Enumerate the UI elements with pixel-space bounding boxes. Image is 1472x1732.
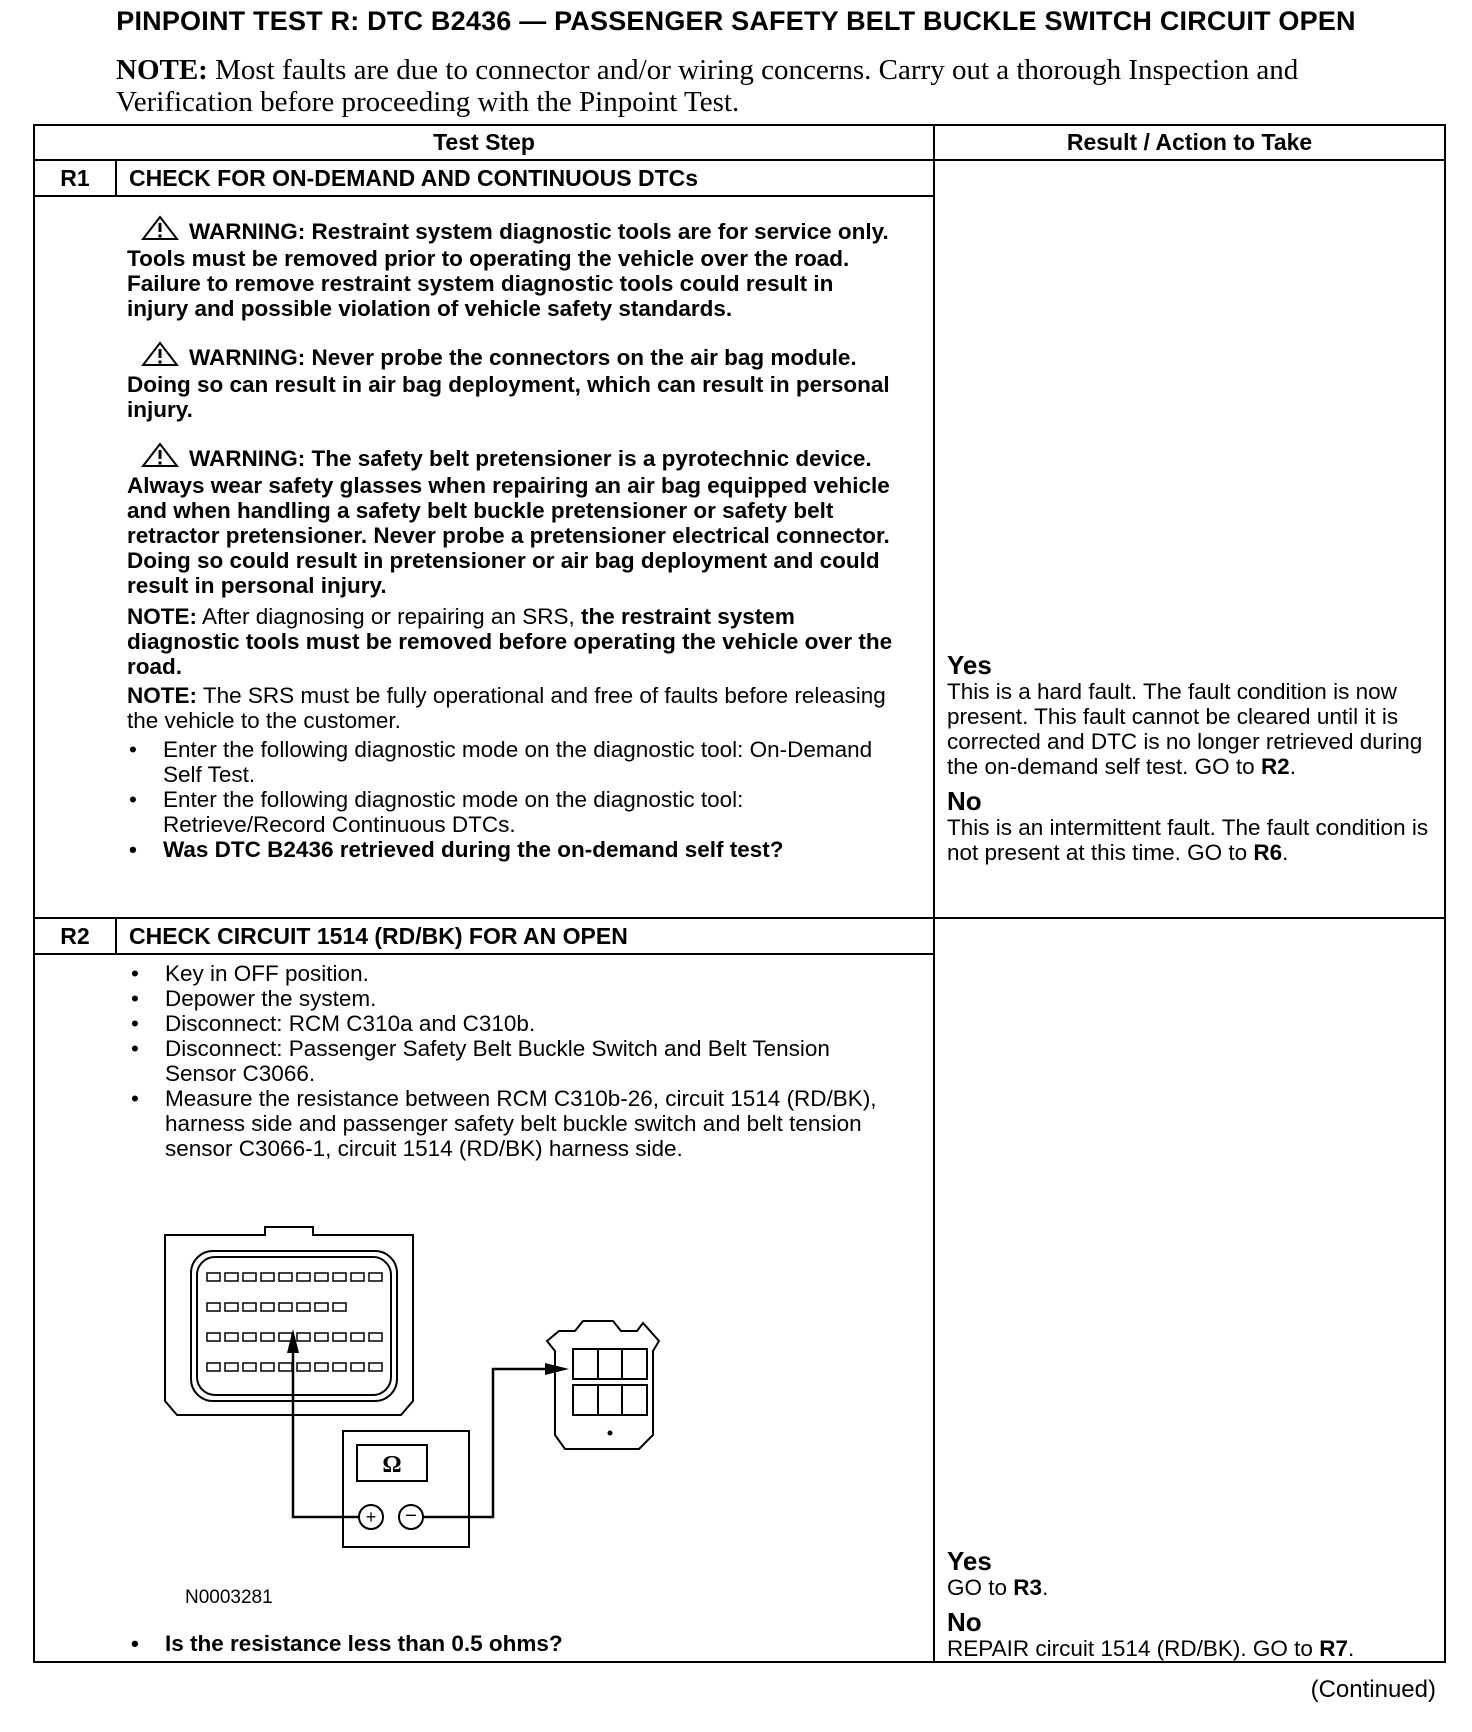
list-item: • Enter the following diagnostic mode on the diagnostic tool: Retrieve/Record Continuous DTCs. bbox=[127, 787, 897, 837]
connector-pin bbox=[351, 1273, 364, 1281]
step-id: R2 bbox=[34, 918, 116, 954]
warning-triangle-icon bbox=[141, 442, 179, 473]
note-label: NOTE: bbox=[116, 54, 208, 86]
intro-note bbox=[116, 54, 1366, 118]
connector-pin bbox=[243, 1363, 256, 1371]
result-block bbox=[947, 651, 1436, 865]
note-bold-text: the restraint system diagnostic tools must be removed before operating the vehicle over the road. bbox=[127, 604, 893, 679]
warning-text: WARNING: The safety belt pretensioner is a pyrotechnic device. Always wear safety glasses when repairing an air bag equipped vehicle and when handling a safety belt buckle pretensioner or safety belt retractor pretensioner. Never probe a pretensioner electrical connector. Doing so could result in pretensioner or air bag deployment and could result in personal injury. bbox=[127, 446, 890, 598]
table-header-row bbox=[34, 125, 1445, 160]
connector-pin bbox=[333, 1333, 346, 1341]
page-title: PINPOINT TEST R: DTC B2436 — PASSENGER SAFETY BELT BUCKLE SWITCH CIRCUIT OPEN bbox=[116, 6, 1356, 36]
list-item: • Depower the system. bbox=[129, 986, 897, 1011]
note-text: After diagnosing or repairing an SRS, bbox=[197, 604, 581, 629]
yes-label: Yes bbox=[947, 1546, 992, 1576]
rcm-connector-icon bbox=[165, 1227, 413, 1415]
yes-text: This is a hard fault. The fault condition is now present. This fault cannot be cleared until it is corrected and DTC is no longer retrieved during the on-demand self test. GO to bbox=[947, 679, 1423, 779]
ohm-symbol: Ω bbox=[382, 1452, 402, 1478]
connector-pins bbox=[207, 1273, 382, 1371]
goto-link[interactable]: R7 bbox=[1319, 1636, 1348, 1661]
yes-label: Yes bbox=[947, 650, 992, 680]
connector-pin bbox=[225, 1333, 238, 1341]
connector-pin bbox=[279, 1273, 292, 1281]
test-leads bbox=[293, 1351, 547, 1517]
step-question: • Was DTC B2436 retrieved during the on-demand self test? bbox=[127, 837, 897, 862]
connector-pin bbox=[207, 1363, 220, 1371]
no-text: REPAIR circuit 1514 (RD/BK). GO to bbox=[947, 1636, 1320, 1661]
list-item: • Disconnect: RCM C310a and C310b. bbox=[129, 1011, 897, 1036]
list-item: • Enter the following diagnostic mode on the diagnostic tool: On-Demand Self Test. bbox=[127, 737, 897, 787]
buckle-switch-connector-icon bbox=[547, 1321, 659, 1449]
connector-pin bbox=[297, 1333, 310, 1341]
step-row-r1 bbox=[34, 160, 1445, 196]
note-block bbox=[127, 604, 897, 679]
connector-pin bbox=[333, 1303, 346, 1311]
note-text: The SRS must be fully operational and free of faults before releasing the vehicle to the customer. bbox=[127, 683, 886, 733]
step-row-r2 bbox=[34, 918, 1445, 954]
step-body-r2 bbox=[34, 954, 934, 1662]
continued-label: (Continued) bbox=[1310, 1676, 1436, 1703]
no-action: REPAIR circuit 1514 (RD/BK). GO to R7. bbox=[947, 1636, 1355, 1661]
pinpoint-test-table bbox=[33, 124, 1446, 1663]
connector-pin bbox=[351, 1333, 364, 1341]
connector-pin bbox=[279, 1303, 292, 1311]
step-body-r1 bbox=[34, 196, 934, 918]
no-label: No bbox=[947, 786, 982, 816]
connector-pin bbox=[207, 1333, 220, 1341]
no-label: No bbox=[947, 1607, 982, 1637]
no-action: This is an intermittent fault. The fault condition is not present at this time. GO to R6. bbox=[947, 815, 1429, 865]
warning-text: WARNING: Never probe the connectors on the air bag module. Doing so can result in air bag deployment, which can result in personal injury. bbox=[127, 345, 890, 422]
connector-pin bbox=[333, 1273, 346, 1281]
note-label: NOTE: bbox=[127, 604, 197, 629]
note-label: NOTE: bbox=[127, 683, 197, 708]
goto-link[interactable]: R6 bbox=[1253, 840, 1283, 865]
connector-pin bbox=[225, 1303, 238, 1311]
step-title: CHECK FOR ON-DEMAND AND CONTINUOUS DTCs bbox=[116, 160, 934, 196]
warning-text: WARNING: Restraint system diagnostic tools are for service only. Tools must be removed prior to operating the vehicle over the road. Failure to remove restraint system diagnostic tools could result in injury and possible violation of vehicle safety standards. bbox=[127, 219, 889, 321]
connector-pin bbox=[225, 1273, 238, 1281]
ohmmeter-icon bbox=[343, 1431, 469, 1547]
goto-link[interactable]: R2 bbox=[1260, 754, 1290, 779]
connector-pin bbox=[243, 1303, 256, 1311]
connector-pin bbox=[351, 1363, 364, 1371]
warning-block bbox=[127, 442, 897, 598]
probe-arrow-icon bbox=[545, 1363, 569, 1375]
warning-block bbox=[127, 341, 897, 422]
list-item: • Key in OFF position. bbox=[129, 961, 897, 986]
connector-pin bbox=[297, 1303, 310, 1311]
note-text: Most faults are due to connector and/or wiring concerns. Carry out a thorough Inspection and Verification before proceeding with the Pinpoint Test. bbox=[116, 54, 1299, 118]
list-item: • Disconnect: Passenger Safety Belt Buckle Switch and Belt Tension Sensor C3066. bbox=[129, 1036, 897, 1086]
figure-id: N0003281 bbox=[185, 1587, 273, 1608]
connector-pin bbox=[297, 1363, 310, 1371]
connector-pin bbox=[315, 1333, 328, 1341]
connector-pin bbox=[207, 1273, 220, 1281]
header-result-action: Result / Action to Take bbox=[934, 125, 1445, 160]
connector-pin bbox=[369, 1333, 382, 1341]
connector-pin bbox=[279, 1363, 292, 1371]
resistance-measurement-diagram bbox=[117, 1221, 717, 1581]
note-block bbox=[127, 683, 897, 733]
yes-action: This is a hard fault. The fault condition is now present. This fault cannot be cleared until it is corrected and DTC is no longer retrieved during the on-demand self test. GO to R2. bbox=[947, 679, 1423, 779]
connector-pin bbox=[297, 1273, 310, 1281]
step-question: • Is the resistance less than 0.5 ohms? bbox=[129, 1631, 897, 1656]
connector-pin bbox=[243, 1333, 256, 1341]
connector-pin bbox=[225, 1363, 238, 1371]
list-item: • Measure the resistance between RCM C310b-26, circuit 1514 (RD/BK), harness side and passenger safety belt buckle switch and belt tension sensor C3066-1, circuit 1514 (RD/BK) harness side. bbox=[129, 1086, 897, 1161]
connector-pin bbox=[315, 1363, 328, 1371]
no-text: This is an intermittent fault. The fault condition is not present at this time. GO to bbox=[947, 815, 1429, 865]
positive-terminal-icon: + bbox=[365, 1507, 377, 1527]
connector-pin bbox=[279, 1333, 292, 1341]
yes-action: GO to R3. bbox=[947, 1575, 1049, 1600]
connector-pin bbox=[315, 1303, 328, 1311]
connector-pin bbox=[261, 1363, 274, 1371]
warning-triangle-icon bbox=[141, 341, 179, 372]
result-cell-r2 bbox=[934, 918, 1445, 1662]
result-cell-r1 bbox=[934, 160, 1445, 918]
step-title: CHECK CIRCUIT 1514 (RD/BK) FOR AN OPEN bbox=[116, 918, 934, 954]
header-test-step: Test Step bbox=[34, 125, 934, 160]
step-bullets bbox=[129, 961, 897, 1161]
connector-pin bbox=[207, 1303, 220, 1311]
step-bullets bbox=[129, 1631, 897, 1656]
connector-pin bbox=[369, 1273, 382, 1281]
yes-text: GO to bbox=[947, 1575, 1014, 1600]
connector-pin bbox=[369, 1363, 382, 1371]
connector-pin bbox=[243, 1273, 256, 1281]
negative-terminal-icon: − bbox=[405, 1505, 417, 1527]
goto-link[interactable]: R3 bbox=[1013, 1575, 1043, 1600]
step-id: R1 bbox=[34, 160, 116, 196]
connector-pin bbox=[261, 1273, 274, 1281]
connector-pin bbox=[261, 1333, 274, 1341]
connector-pin bbox=[315, 1273, 328, 1281]
result-block bbox=[947, 1547, 1436, 1661]
warning-block bbox=[127, 215, 897, 321]
step-bullets bbox=[127, 737, 897, 862]
warning-triangle-icon bbox=[141, 215, 179, 246]
connector-pin bbox=[333, 1363, 346, 1371]
connector-pin bbox=[261, 1303, 274, 1311]
